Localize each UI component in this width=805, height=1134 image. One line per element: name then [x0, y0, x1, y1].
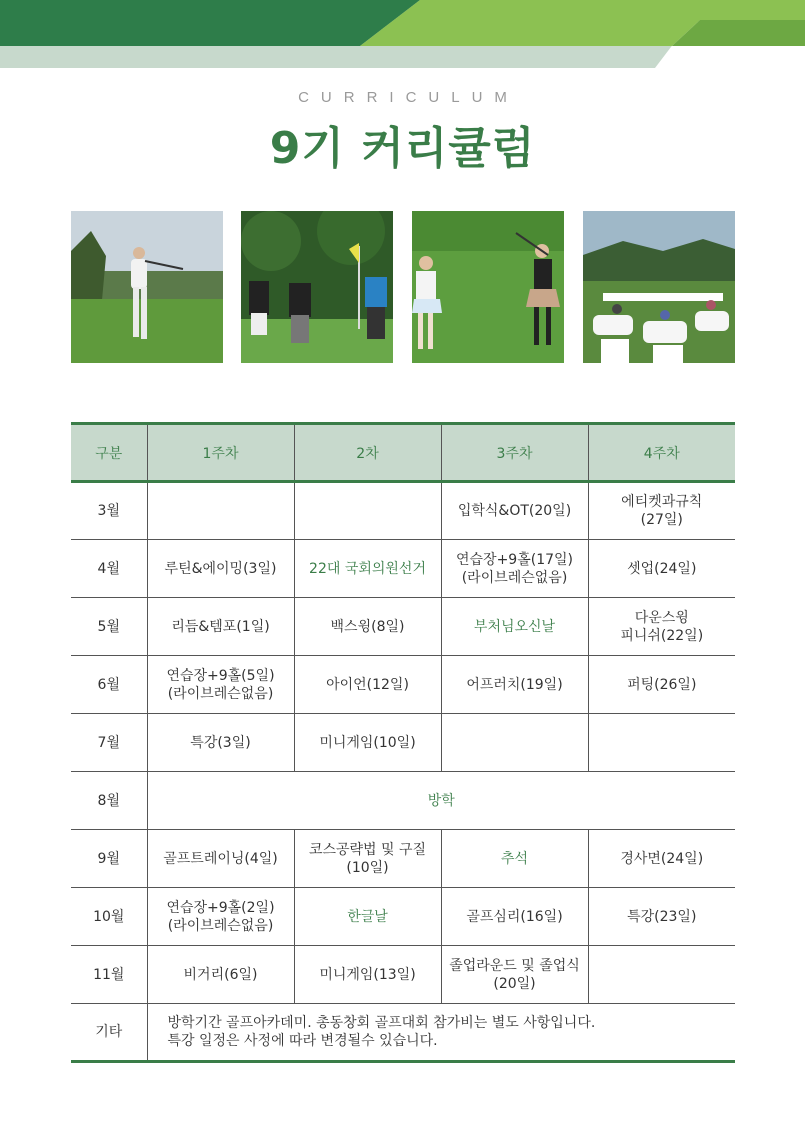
month-cell: 10월: [71, 888, 147, 946]
month-cell: 3월: [71, 482, 147, 540]
page-subtitle: CURRICULUM: [298, 89, 519, 106]
month-cell: 6월: [71, 656, 147, 714]
table-row: [71, 946, 735, 1004]
holiday-cell: 한글날: [294, 888, 441, 946]
other-label-cell: 기타: [71, 1004, 147, 1062]
header-week-2: 2차: [294, 424, 441, 482]
header-decoration: [0, 0, 805, 70]
table-row: [71, 656, 735, 714]
outdoor-banquet-photo: [583, 211, 735, 363]
other-note-line-2: 특강 일정은 사정에 따라 변경될수 있습니다.: [167, 1033, 438, 1049]
photo-strip: [71, 211, 734, 363]
table-row: [71, 772, 735, 830]
week-cell: 백스윙(8일): [294, 598, 441, 656]
header-bands-graphic: [0, 0, 805, 70]
month-cell: 4월: [71, 540, 147, 598]
week-cell: 특강(3일): [147, 714, 294, 772]
other-note-cell: [147, 1004, 735, 1062]
week-cell: 어프러치(19일): [441, 656, 588, 714]
table-row: [71, 482, 735, 540]
week-cell: 연습장+9홀(17일) (라이브레슨없음): [441, 540, 588, 598]
week-cell: 특강(23일): [588, 888, 735, 946]
golfer-swing-photo: [71, 211, 223, 363]
week-cell: 에티켓과규칙 (27일): [588, 482, 735, 540]
week-cell: [294, 482, 441, 540]
week-cell: 비거리(6일): [147, 946, 294, 1004]
women-golfers-photo: [412, 211, 564, 363]
week-cell: 경사면(24일): [588, 830, 735, 888]
header-week-4: 4주차: [588, 424, 735, 482]
table-row: [71, 714, 735, 772]
week-cell: 졸업라운드 및 졸업식 (20일): [441, 946, 588, 1004]
week-cell: [588, 946, 735, 1004]
dark-green-band: [0, 0, 420, 46]
week-cell: [147, 482, 294, 540]
holiday-cell: 추석: [441, 830, 588, 888]
month-cell: 9월: [71, 830, 147, 888]
month-cell: 11월: [71, 946, 147, 1004]
week-cell: 코스공략법 및 구질 (10일): [294, 830, 441, 888]
week-cell: 셋업(24일): [588, 540, 735, 598]
vacation-cell: 방학: [147, 772, 735, 830]
header-week-3: 3주차: [441, 424, 588, 482]
week-cell: [441, 714, 588, 772]
week-cell: 미니게임(10일): [294, 714, 441, 772]
table-row: [71, 540, 735, 598]
golfers-walking-photo: [241, 211, 393, 363]
week-cell: [588, 714, 735, 772]
holiday-cell: 부처님오신날: [441, 598, 588, 656]
header-category: 구분: [71, 424, 147, 482]
week-cell: 입학식&OT(20일): [441, 482, 588, 540]
week-cell: 퍼팅(26일): [588, 656, 735, 714]
month-cell: 8월: [71, 772, 147, 830]
other-note-line-1: 방학기간 골프아카데미. 총동창회 골프대회 참가비는 별도 사항입니다.: [167, 1015, 596, 1031]
week-cell: 연습장+9홀(2일) (라이브레슨없음): [147, 888, 294, 946]
table-row: [71, 830, 735, 888]
week-cell: 리듬&템포(1일): [147, 598, 294, 656]
curriculum-table: [71, 422, 735, 1063]
holiday-cell: 22대 국회의원선거: [294, 540, 441, 598]
month-cell: 7월: [71, 714, 147, 772]
week-cell: 아이언(12일): [294, 656, 441, 714]
week-cell: 연습장+9홀(5일) (라이브레슨없음): [147, 656, 294, 714]
table-row: [71, 598, 735, 656]
header-week-1: 1주차: [147, 424, 294, 482]
table-row: [71, 888, 735, 946]
month-cell: 5월: [71, 598, 147, 656]
table-row-other: [71, 1004, 735, 1062]
week-cell: 다운스윙 피니쉬(22일): [588, 598, 735, 656]
table-header-row: [71, 424, 735, 482]
week-cell: 골프트레이닝(4일): [147, 830, 294, 888]
week-cell: 골프심리(16일): [441, 888, 588, 946]
week-cell: 미니게임(13일): [294, 946, 441, 1004]
page-title: 9기 커리큘럼: [269, 123, 536, 174]
week-cell: 루틴&에이밍(3일): [147, 540, 294, 598]
